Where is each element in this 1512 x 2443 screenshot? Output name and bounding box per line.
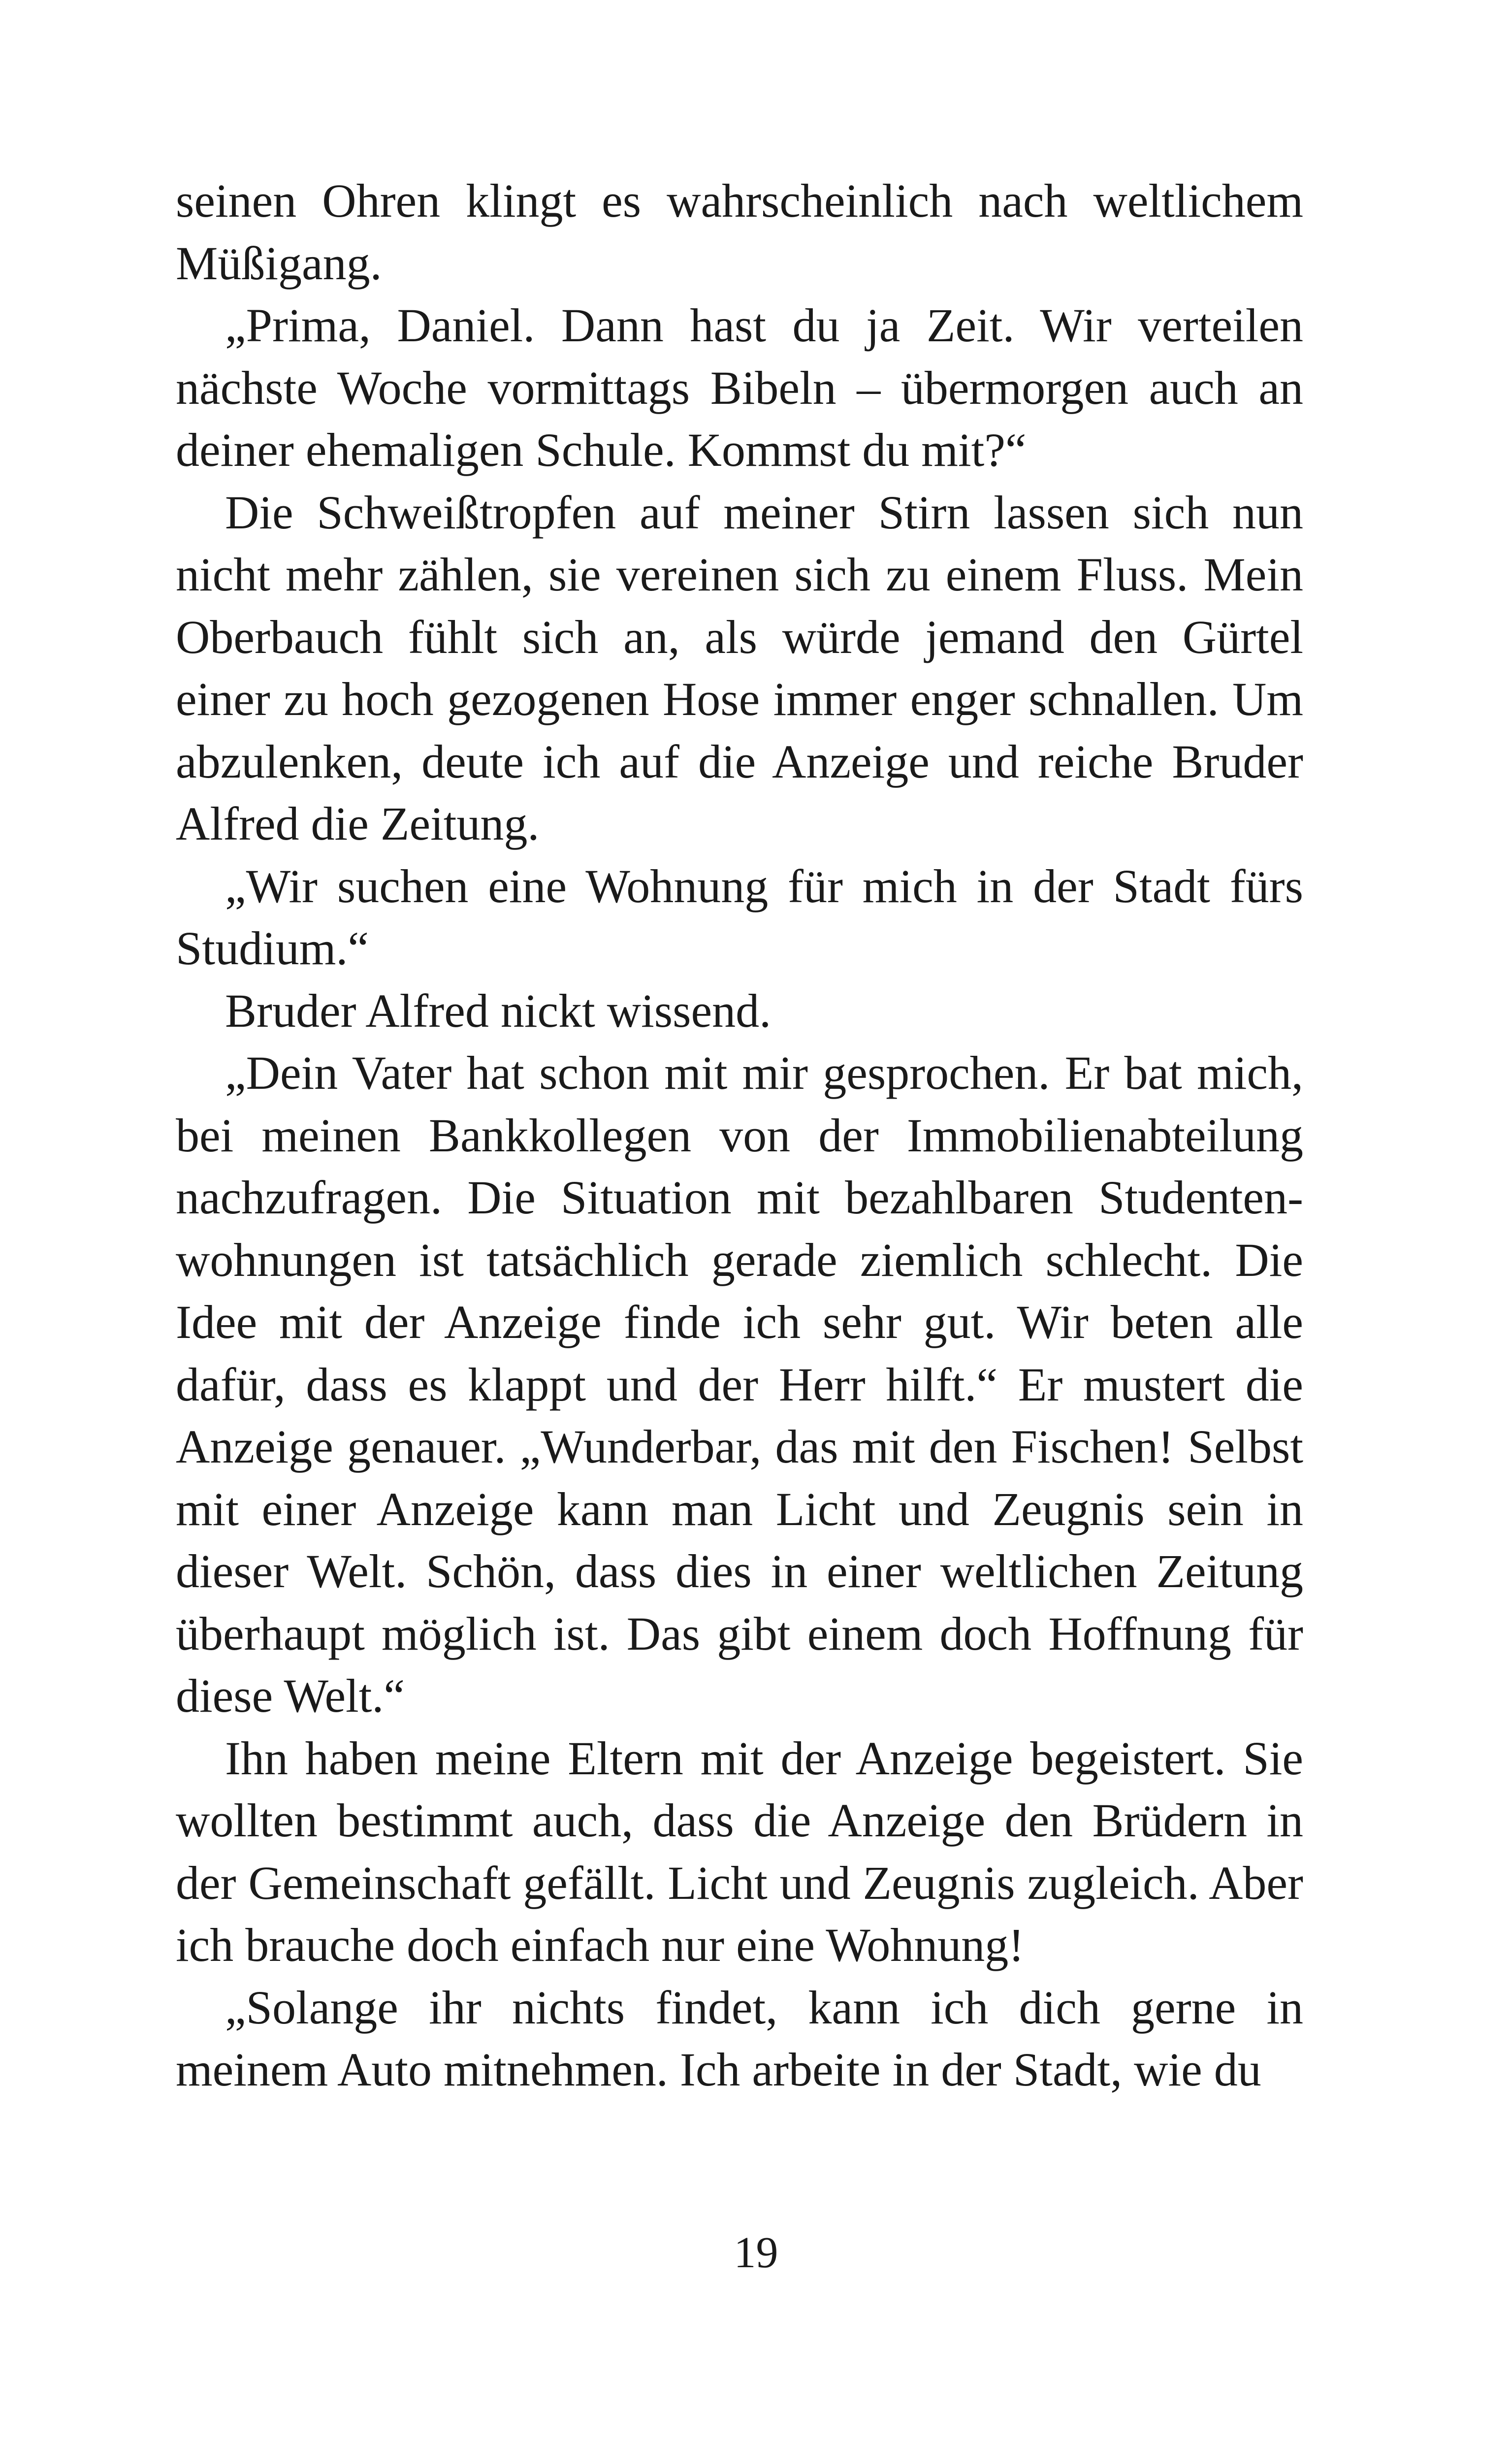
paragraph-1: seinen Ohren klingt es wahrscheinlich nach weltlichem Müßigang. <box>176 174 1303 290</box>
paragraph-2: „Prima, Daniel. Dann hast du ja Zeit. Wir verteilen nächste Woche vormittags Bibeln – übermorgen auch an deiner ehemaligen Schule. Kommst du mit?“ <box>176 299 1303 476</box>
paragraph-8: „Solange ihr nichts findet, kann ich dich gerne in meinem Auto mitnehmen. Ich arbeite in der Stadt, wie du <box>176 1981 1303 2096</box>
paragraph-4: „Wir suchen eine Wohnung für mich in der Stadt fürs Studium.“ <box>176 859 1303 975</box>
page-number: 19 <box>734 2228 778 2277</box>
body-text <box>176 170 1303 2101</box>
paragraph-7: Ihn haben meine Eltern mit der Anzeige begeistert. Sie wollten bestimmt auch, dass die Anzeige den Brüdern in der Gemeinschaft gefällt. Licht und Zeugnis zugleich. Aber ich brauche doch einfach nur eine Wohnung! <box>176 1731 1303 1971</box>
paragraph-3: Die Schweißtropfen auf meiner Stirn lassen sich nun nicht mehr zählen, sie vereinen sich zu einem Fluss. Mein Oberbauch fühlt sich an, als würde jemand den Gürtel einer zu hoch gezogenen Hose immer enger schnallen. Um abzulenken, deute ich auf die Anzeige und reiche Bruder Alfred die Zeitung. <box>176 486 1303 850</box>
paragraph-5: Bruder Alfred nickt wissend. <box>225 984 772 1037</box>
paragraph-6: „Dein Vater hat schon mit mir gesprochen. Er bat mich, bei meinen Bankkollegen von der Immobilienabteilung nachzufragen. Die Situation mit bezahlbaren Studentenwohnungen ist tatsächlich gerade ziemlich schlecht. Die Idee mit der Anzeige finde ich sehr gut. Wir beten alle dafür, dass es klappt und der Herr hilft.“ Er mustert die Anzeige genauer. „Wunderbar, das mit den Fischen! Selbst mit einer Anzeige kann man Licht und Zeugnis sein in dieser Welt. Schön, dass dies in einer weltlichen Zeitung überhaupt möglich ist. Das gibt einem doch Hoffnung für diese Welt.“ <box>176 1046 1303 1722</box>
